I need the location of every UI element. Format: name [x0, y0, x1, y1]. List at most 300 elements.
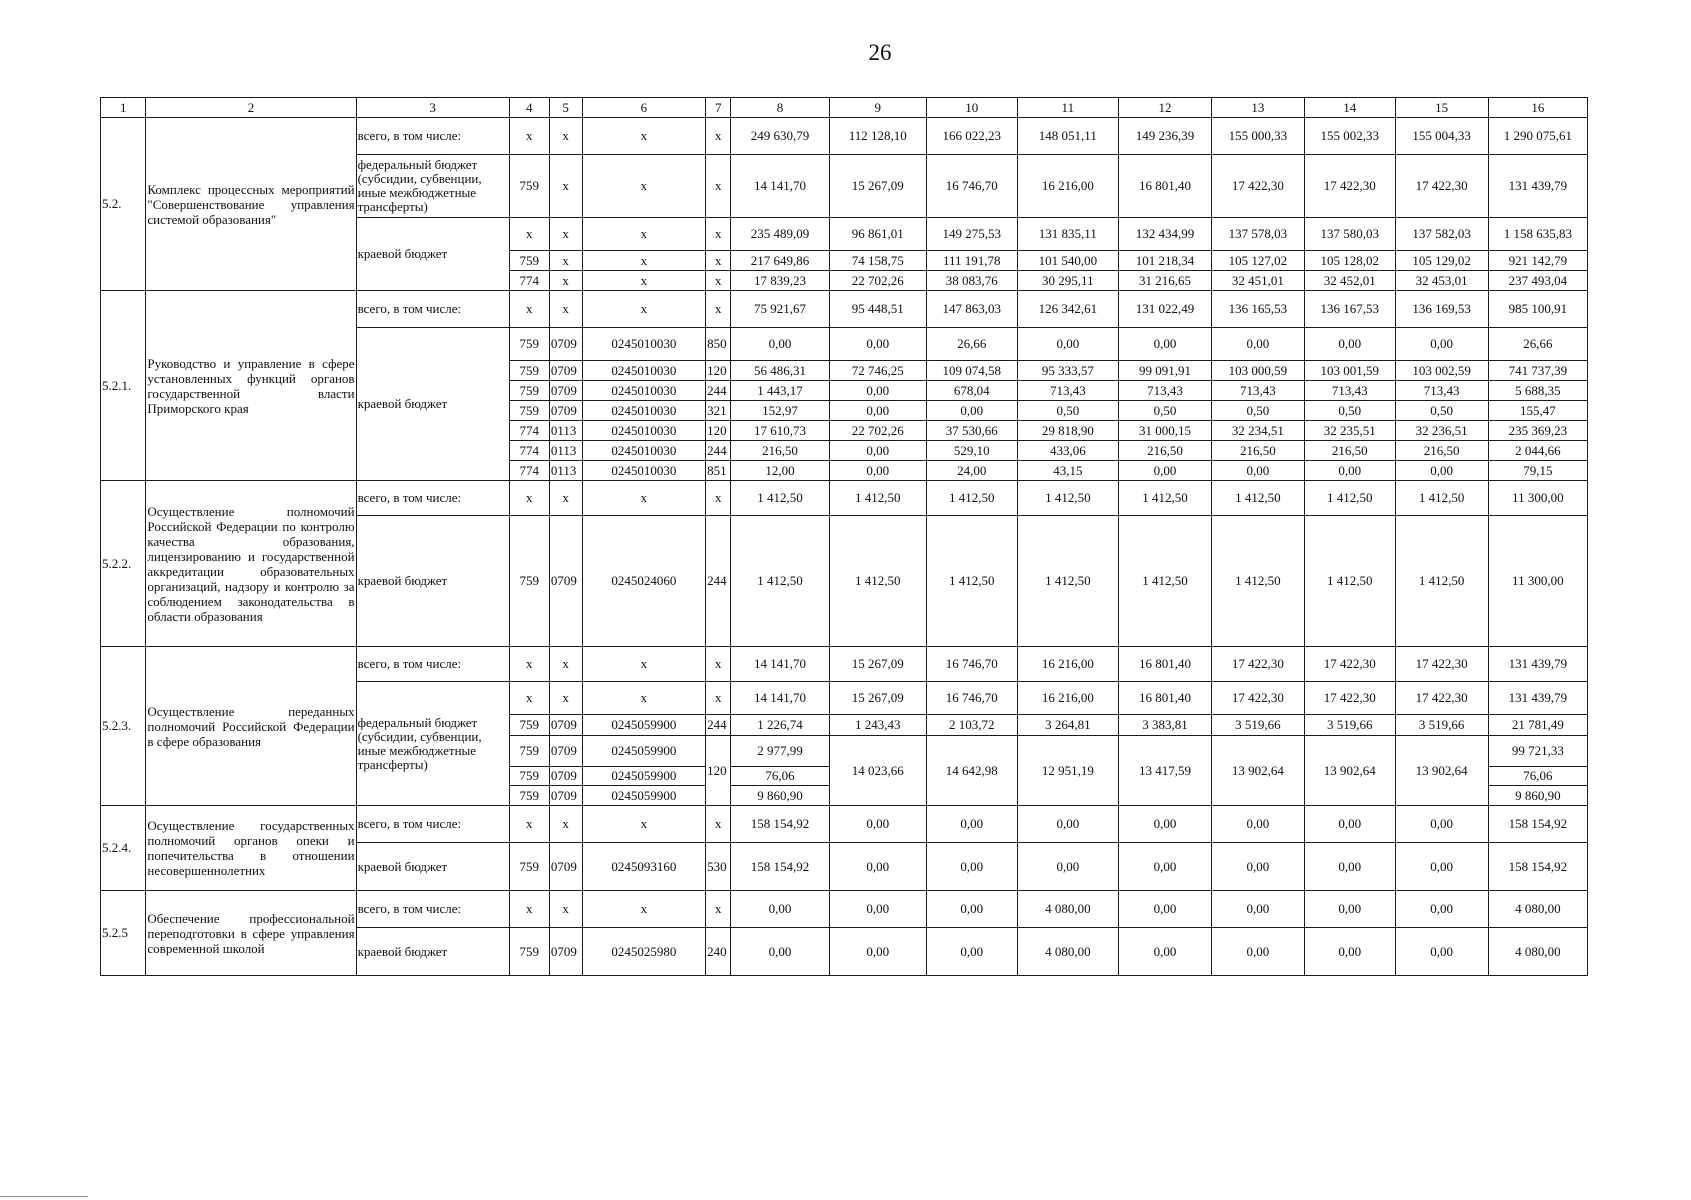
- x-mark: x: [509, 291, 549, 328]
- value-cell: 1 158 635,83: [1488, 218, 1587, 251]
- value-cell: 216,50: [1119, 441, 1212, 461]
- x-mark: x: [549, 481, 582, 516]
- x-mark: x: [549, 155, 582, 218]
- x-mark: x: [582, 251, 706, 271]
- value-cell: 14 023,66: [829, 736, 926, 806]
- table-cell: 774: [509, 271, 549, 291]
- table-row: [101, 647, 1588, 682]
- section-name: Руководство и управление в сфере установленных функций органов государственной власти Приморского края: [146, 291, 356, 481]
- value-cell: 1 412,50: [926, 481, 1017, 516]
- value-cell: 148 051,11: [1017, 118, 1118, 155]
- value-cell: 0,50: [1211, 401, 1304, 421]
- value-cell: 216,50: [1304, 441, 1395, 461]
- value-cell: 235 369,23: [1488, 421, 1587, 441]
- x-mark: x: [706, 291, 731, 328]
- section-name: Осуществление переданных полномочий Российской Федерации в сфере образования: [146, 647, 356, 806]
- value-cell: 0,00: [1119, 891, 1212, 928]
- column-header: 7: [706, 98, 731, 118]
- x-mark: x: [582, 271, 706, 291]
- value-cell: 99 091,91: [1119, 361, 1212, 381]
- value-cell: 16 801,40: [1119, 155, 1212, 218]
- value-cell: 2 103,72: [926, 715, 1017, 736]
- value-cell: 0,00: [829, 891, 926, 928]
- table-cell: 759: [509, 516, 549, 647]
- table-cell: 0245010030: [582, 361, 706, 381]
- table-cell: 0709: [549, 928, 582, 976]
- x-mark: x: [582, 682, 706, 715]
- table-cell: 0709: [549, 328, 582, 361]
- section-code: 5.2.3.: [101, 647, 146, 806]
- value-cell: 0,00: [1304, 328, 1395, 361]
- x-mark: x: [549, 218, 582, 251]
- value-cell: 0,00: [1395, 328, 1488, 361]
- column-header: 14: [1304, 98, 1395, 118]
- x-mark: x: [509, 218, 549, 251]
- table-cell: 759: [509, 401, 549, 421]
- value-cell: 0,00: [1395, 843, 1488, 891]
- table-cell: 0245024060: [582, 516, 706, 647]
- value-cell: 0,00: [1017, 328, 1118, 361]
- value-cell: 24,00: [926, 461, 1017, 481]
- value-cell: 0,00: [829, 328, 926, 361]
- table-cell: 0245010030: [582, 461, 706, 481]
- x-mark: x: [582, 891, 706, 928]
- x-mark: x: [582, 218, 706, 251]
- x-mark: x: [549, 647, 582, 682]
- value-cell: 31 000,15: [1119, 421, 1212, 441]
- value-cell: 105 128,02: [1304, 251, 1395, 271]
- value-cell: 0,50: [1119, 401, 1212, 421]
- x-mark: x: [706, 155, 731, 218]
- table-cell: 0709: [549, 516, 582, 647]
- value-cell: 713,43: [1017, 381, 1118, 401]
- value-cell: 1 412,50: [1017, 516, 1118, 647]
- section-name: Обеспечение профессиональной переподготовки в сфере управления современной школой: [146, 891, 356, 976]
- value-cell: 103 002,59: [1395, 361, 1488, 381]
- value-cell: 76,06: [1488, 767, 1587, 786]
- budget-table: [100, 97, 1588, 976]
- column-header: 10: [926, 98, 1017, 118]
- table-cell: 759: [509, 361, 549, 381]
- value-cell: 0,00: [1119, 806, 1212, 843]
- value-cell: 1 412,50: [1211, 516, 1304, 647]
- x-mark: x: [549, 251, 582, 271]
- table-cell: 244: [706, 381, 731, 401]
- value-cell: 0,50: [1017, 401, 1118, 421]
- x-mark: x: [549, 271, 582, 291]
- section-code: 5.2.2.: [101, 481, 146, 647]
- value-cell: 17 422,30: [1304, 155, 1395, 218]
- value-cell: 4 080,00: [1017, 928, 1118, 976]
- value-cell: 3 264,81: [1017, 715, 1118, 736]
- value-cell: 0,00: [1119, 461, 1212, 481]
- value-cell: 1 443,17: [731, 381, 829, 401]
- value-cell: 216,50: [731, 441, 829, 461]
- x-mark: x: [509, 647, 549, 682]
- x-mark: x: [549, 891, 582, 928]
- value-cell: 56 486,31: [731, 361, 829, 381]
- table-cell: 0245059900: [582, 715, 706, 736]
- value-cell: 1 412,50: [1017, 481, 1118, 516]
- value-cell: 1 412,50: [1395, 481, 1488, 516]
- value-cell: 13 902,64: [1211, 736, 1304, 806]
- value-cell: 16 746,70: [926, 155, 1017, 218]
- value-cell: 12 951,19: [1017, 736, 1118, 806]
- x-mark: x: [582, 481, 706, 516]
- value-cell: 16 746,70: [926, 682, 1017, 715]
- value-cell: 137 580,03: [1304, 218, 1395, 251]
- value-cell: 0,00: [829, 381, 926, 401]
- table-cell: 850: [706, 328, 731, 361]
- x-mark: x: [509, 806, 549, 843]
- value-cell: 32 452,01: [1304, 271, 1395, 291]
- value-cell: 0,00: [1119, 328, 1212, 361]
- section-name: Комплекс процессных мероприятий "Совершенствование управления системой образования": [146, 118, 356, 291]
- value-cell: 13 902,64: [1304, 736, 1395, 806]
- value-cell: 17 422,30: [1211, 647, 1304, 682]
- value-cell: 32 234,51: [1211, 421, 1304, 441]
- table-cell: 0709: [549, 767, 582, 786]
- value-cell: 32 453,01: [1395, 271, 1488, 291]
- value-cell: 4 080,00: [1017, 891, 1118, 928]
- column-header: 3: [356, 98, 509, 118]
- value-cell: 0,00: [829, 461, 926, 481]
- source-label: краевой бюджет: [356, 328, 509, 481]
- value-cell: 985 100,91: [1488, 291, 1587, 328]
- table-cell: 851: [706, 461, 731, 481]
- value-cell: 158 154,92: [731, 806, 829, 843]
- value-cell: 0,00: [926, 891, 1017, 928]
- value-cell: 235 489,09: [731, 218, 829, 251]
- table-cell: 321: [706, 401, 731, 421]
- table-cell: 0245093160: [582, 843, 706, 891]
- value-cell: 32 451,01: [1211, 271, 1304, 291]
- x-mark: x: [549, 118, 582, 155]
- value-cell: 155 004,33: [1395, 118, 1488, 155]
- value-cell: 1 412,50: [1119, 481, 1212, 516]
- table-cell: 0245010030: [582, 328, 706, 361]
- value-cell: 16 216,00: [1017, 155, 1118, 218]
- value-cell: 237 493,04: [1488, 271, 1587, 291]
- value-cell: 16 216,00: [1017, 647, 1118, 682]
- column-header: 12: [1119, 98, 1212, 118]
- x-mark: x: [509, 891, 549, 928]
- x-mark: x: [706, 251, 731, 271]
- value-cell: 3 519,66: [1304, 715, 1395, 736]
- value-cell: 75 921,67: [731, 291, 829, 328]
- value-cell: 16 746,70: [926, 647, 1017, 682]
- value-cell: 132 434,99: [1119, 218, 1212, 251]
- value-cell: 0,00: [1395, 806, 1488, 843]
- value-cell: 13 902,64: [1395, 736, 1488, 806]
- table-cell: 0709: [549, 361, 582, 381]
- value-cell: 96 861,01: [829, 218, 926, 251]
- table-cell: 759: [509, 843, 549, 891]
- value-cell: 249 630,79: [731, 118, 829, 155]
- value-cell: 713,43: [1395, 381, 1488, 401]
- value-cell: 1 412,50: [1211, 481, 1304, 516]
- table-cell: 120: [706, 361, 731, 381]
- value-cell: 147 863,03: [926, 291, 1017, 328]
- value-cell: 0,00: [1395, 928, 1488, 976]
- value-cell: 713,43: [1304, 381, 1395, 401]
- column-header: 15: [1395, 98, 1488, 118]
- value-cell: 0,00: [1211, 928, 1304, 976]
- table-cell: 774: [509, 461, 549, 481]
- table-cell: 120: [706, 736, 731, 806]
- value-cell: 95 333,57: [1017, 361, 1118, 381]
- value-cell: 1 412,50: [829, 481, 926, 516]
- value-cell: 13 417,59: [1119, 736, 1212, 806]
- value-cell: 0,00: [1211, 328, 1304, 361]
- table-row: [101, 891, 1588, 928]
- value-cell: 1 412,50: [1119, 516, 1212, 647]
- column-header: 5: [549, 98, 582, 118]
- column-header: 8: [731, 98, 829, 118]
- value-cell: 0,00: [1211, 461, 1304, 481]
- section-code: 5.2.4.: [101, 806, 146, 891]
- column-header: 13: [1211, 98, 1304, 118]
- value-cell: 0,00: [1119, 928, 1212, 976]
- value-cell: 0,00: [1211, 843, 1304, 891]
- value-cell: 0,00: [1304, 843, 1395, 891]
- value-cell: 155 002,33: [1304, 118, 1395, 155]
- value-cell: 0,00: [1395, 461, 1488, 481]
- value-cell: 1 412,50: [1304, 481, 1395, 516]
- table-cell: 759: [509, 767, 549, 786]
- value-cell: 1 243,43: [829, 715, 926, 736]
- value-cell: 111 191,78: [926, 251, 1017, 271]
- source-label: краевой бюджет: [356, 928, 509, 976]
- table-cell: 0709: [549, 786, 582, 806]
- x-mark: x: [582, 291, 706, 328]
- value-cell: 433,06: [1017, 441, 1118, 461]
- table-cell: 0709: [549, 715, 582, 736]
- value-cell: 74 158,75: [829, 251, 926, 271]
- table-cell: 0245010030: [582, 401, 706, 421]
- table-cell: 0245059900: [582, 786, 706, 806]
- value-cell: 1 412,50: [731, 516, 829, 647]
- value-cell: 103 000,59: [1211, 361, 1304, 381]
- value-cell: 216,50: [1211, 441, 1304, 461]
- value-cell: 14 141,70: [731, 682, 829, 715]
- value-cell: 26,66: [926, 328, 1017, 361]
- value-cell: 105 127,02: [1211, 251, 1304, 271]
- value-cell: 16 216,00: [1017, 682, 1118, 715]
- value-cell: 2 977,99: [731, 736, 829, 767]
- section-code: 5.2.5: [101, 891, 146, 976]
- table-cell: 0113: [549, 441, 582, 461]
- source-label: всего, в том числе:: [356, 291, 509, 328]
- column-header: 9: [829, 98, 926, 118]
- x-mark: x: [582, 155, 706, 218]
- value-cell: 1 412,50: [1304, 516, 1395, 647]
- value-cell: 9 860,90: [1488, 786, 1587, 806]
- value-cell: 32 235,51: [1304, 421, 1395, 441]
- table-cell: 0245010030: [582, 381, 706, 401]
- table-cell: 0245010030: [582, 421, 706, 441]
- value-cell: 22 702,26: [829, 421, 926, 441]
- table-cell: 0245025980: [582, 928, 706, 976]
- column-header: 6: [582, 98, 706, 118]
- section-name: Осуществление полномочий Российской Федерации по контролю качества образования, лицензированию и государственной аккредитации образовательных организаций, надзору и контролю за соблюдением законодательства в области образования: [146, 481, 356, 647]
- value-cell: 14 642,98: [926, 736, 1017, 806]
- table-cell: 0709: [549, 381, 582, 401]
- value-cell: 1 412,50: [829, 516, 926, 647]
- table-cell: 759: [509, 328, 549, 361]
- value-cell: 0,00: [1211, 891, 1304, 928]
- value-cell: 95 448,51: [829, 291, 926, 328]
- table-cell: 0113: [549, 461, 582, 481]
- source-label: федеральный бюджет (субсидии, субвенции, иные межбюджетные трансферты): [356, 682, 509, 806]
- value-cell: 1 412,50: [1395, 516, 1488, 647]
- value-cell: 0,00: [1119, 843, 1212, 891]
- value-cell: 137 582,03: [1395, 218, 1488, 251]
- value-cell: 0,00: [829, 401, 926, 421]
- x-mark: x: [509, 118, 549, 155]
- x-mark: x: [706, 218, 731, 251]
- column-header: 2: [146, 98, 356, 118]
- table-cell: 759: [509, 736, 549, 767]
- value-cell: 149 275,53: [926, 218, 1017, 251]
- value-cell: 16 801,40: [1119, 682, 1212, 715]
- value-cell: 1 226,74: [731, 715, 829, 736]
- value-cell: 3 519,66: [1395, 715, 1488, 736]
- x-mark: x: [706, 647, 731, 682]
- section-name: Осуществление государственных полномочий органов опеки и попечительства в отношении несовершеннолетних: [146, 806, 356, 891]
- x-mark: x: [549, 291, 582, 328]
- section-code: 5.2.1.: [101, 291, 146, 481]
- value-cell: 15 267,09: [829, 647, 926, 682]
- table-row: [101, 806, 1588, 843]
- value-cell: 9 860,90: [731, 786, 829, 806]
- value-cell: 0,50: [1395, 401, 1488, 421]
- table-cell: 0113: [549, 421, 582, 441]
- table-cell: 759: [509, 251, 549, 271]
- value-cell: 109 074,58: [926, 361, 1017, 381]
- source-label: краевой бюджет: [356, 843, 509, 891]
- table-cell: 759: [509, 928, 549, 976]
- source-label: всего, в том числе:: [356, 118, 509, 155]
- value-cell: 217 649,86: [731, 251, 829, 271]
- x-mark: x: [509, 682, 549, 715]
- value-cell: 0,00: [1304, 928, 1395, 976]
- page-number: 26: [868, 40, 892, 65]
- value-cell: 158 154,92: [731, 843, 829, 891]
- value-cell: 0,00: [731, 891, 829, 928]
- value-cell: 17 422,30: [1211, 682, 1304, 715]
- section-code: 5.2.: [101, 118, 146, 291]
- value-cell: 26,66: [1488, 328, 1587, 361]
- value-cell: 17 422,30: [1395, 647, 1488, 682]
- table-cell: 244: [706, 715, 731, 736]
- table-cell: 0245010030: [582, 441, 706, 461]
- value-cell: 131 439,79: [1488, 647, 1587, 682]
- table-cell: 759: [509, 786, 549, 806]
- value-cell: 0,00: [1304, 891, 1395, 928]
- value-cell: 3 383,81: [1119, 715, 1212, 736]
- value-cell: 0,00: [829, 928, 926, 976]
- value-cell: 31 216,65: [1119, 271, 1212, 291]
- value-cell: 79,15: [1488, 461, 1587, 481]
- value-cell: 17 839,23: [731, 271, 829, 291]
- column-header: 4: [509, 98, 549, 118]
- table-row: [101, 118, 1588, 155]
- value-cell: 713,43: [1119, 381, 1212, 401]
- value-cell: 0,00: [731, 928, 829, 976]
- value-cell: 678,04: [926, 381, 1017, 401]
- value-cell: 3 519,66: [1211, 715, 1304, 736]
- table-row: [101, 481, 1588, 516]
- column-header: 1: [101, 98, 146, 118]
- table-cell: 759: [509, 715, 549, 736]
- value-cell: 105 129,02: [1395, 251, 1488, 271]
- value-cell: 0,00: [1304, 461, 1395, 481]
- footer-rule: [0, 1196, 88, 1197]
- value-cell: 0,00: [1017, 806, 1118, 843]
- value-cell: 43,15: [1017, 461, 1118, 481]
- x-mark: x: [509, 481, 549, 516]
- source-label: всего, в том числе:: [356, 806, 509, 843]
- header-row: [101, 98, 1588, 118]
- x-mark: x: [706, 118, 731, 155]
- value-cell: 103 001,59: [1304, 361, 1395, 381]
- source-label: краевой бюджет: [356, 218, 509, 291]
- value-cell: 17 422,30: [1395, 682, 1488, 715]
- source-label: федеральный бюджет (субсидии, субвенции, иные межбюджетные трансферты): [356, 155, 509, 218]
- value-cell: 5 688,35: [1488, 381, 1587, 401]
- value-cell: 101 218,34: [1119, 251, 1212, 271]
- value-cell: 152,97: [731, 401, 829, 421]
- source-label: всего, в том числе:: [356, 891, 509, 928]
- source-label: краевой бюджет: [356, 516, 509, 647]
- value-cell: 126 342,61: [1017, 291, 1118, 328]
- x-mark: x: [706, 271, 731, 291]
- value-cell: 158 154,92: [1488, 843, 1587, 891]
- x-mark: x: [582, 647, 706, 682]
- value-cell: 22 702,26: [829, 271, 926, 291]
- value-cell: 216,50: [1395, 441, 1488, 461]
- value-cell: 131 439,79: [1488, 155, 1587, 218]
- value-cell: 12,00: [731, 461, 829, 481]
- table-cell: 0709: [549, 401, 582, 421]
- value-cell: 72 746,25: [829, 361, 926, 381]
- value-cell: 14 141,70: [731, 647, 829, 682]
- table-cell: 759: [509, 155, 549, 218]
- value-cell: 0,00: [1211, 806, 1304, 843]
- value-cell: 17 422,30: [1395, 155, 1488, 218]
- value-cell: 741 737,39: [1488, 361, 1587, 381]
- table-cell: 0709: [549, 736, 582, 767]
- table-cell: 774: [509, 441, 549, 461]
- table-cell: 0245059900: [582, 736, 706, 767]
- value-cell: 29 818,90: [1017, 421, 1118, 441]
- value-cell: 0,00: [829, 806, 926, 843]
- column-header: 16: [1488, 98, 1587, 118]
- value-cell: 0,00: [926, 401, 1017, 421]
- value-cell: 2 044,66: [1488, 441, 1587, 461]
- value-cell: 11 300,00: [1488, 516, 1587, 647]
- x-mark: x: [706, 891, 731, 928]
- x-mark: x: [549, 806, 582, 843]
- x-mark: x: [549, 682, 582, 715]
- table-cell: 759: [509, 381, 549, 401]
- x-mark: x: [582, 806, 706, 843]
- table-cell: 530: [706, 843, 731, 891]
- value-cell: 32 236,51: [1395, 421, 1488, 441]
- value-cell: 137 578,03: [1211, 218, 1304, 251]
- value-cell: 713,43: [1211, 381, 1304, 401]
